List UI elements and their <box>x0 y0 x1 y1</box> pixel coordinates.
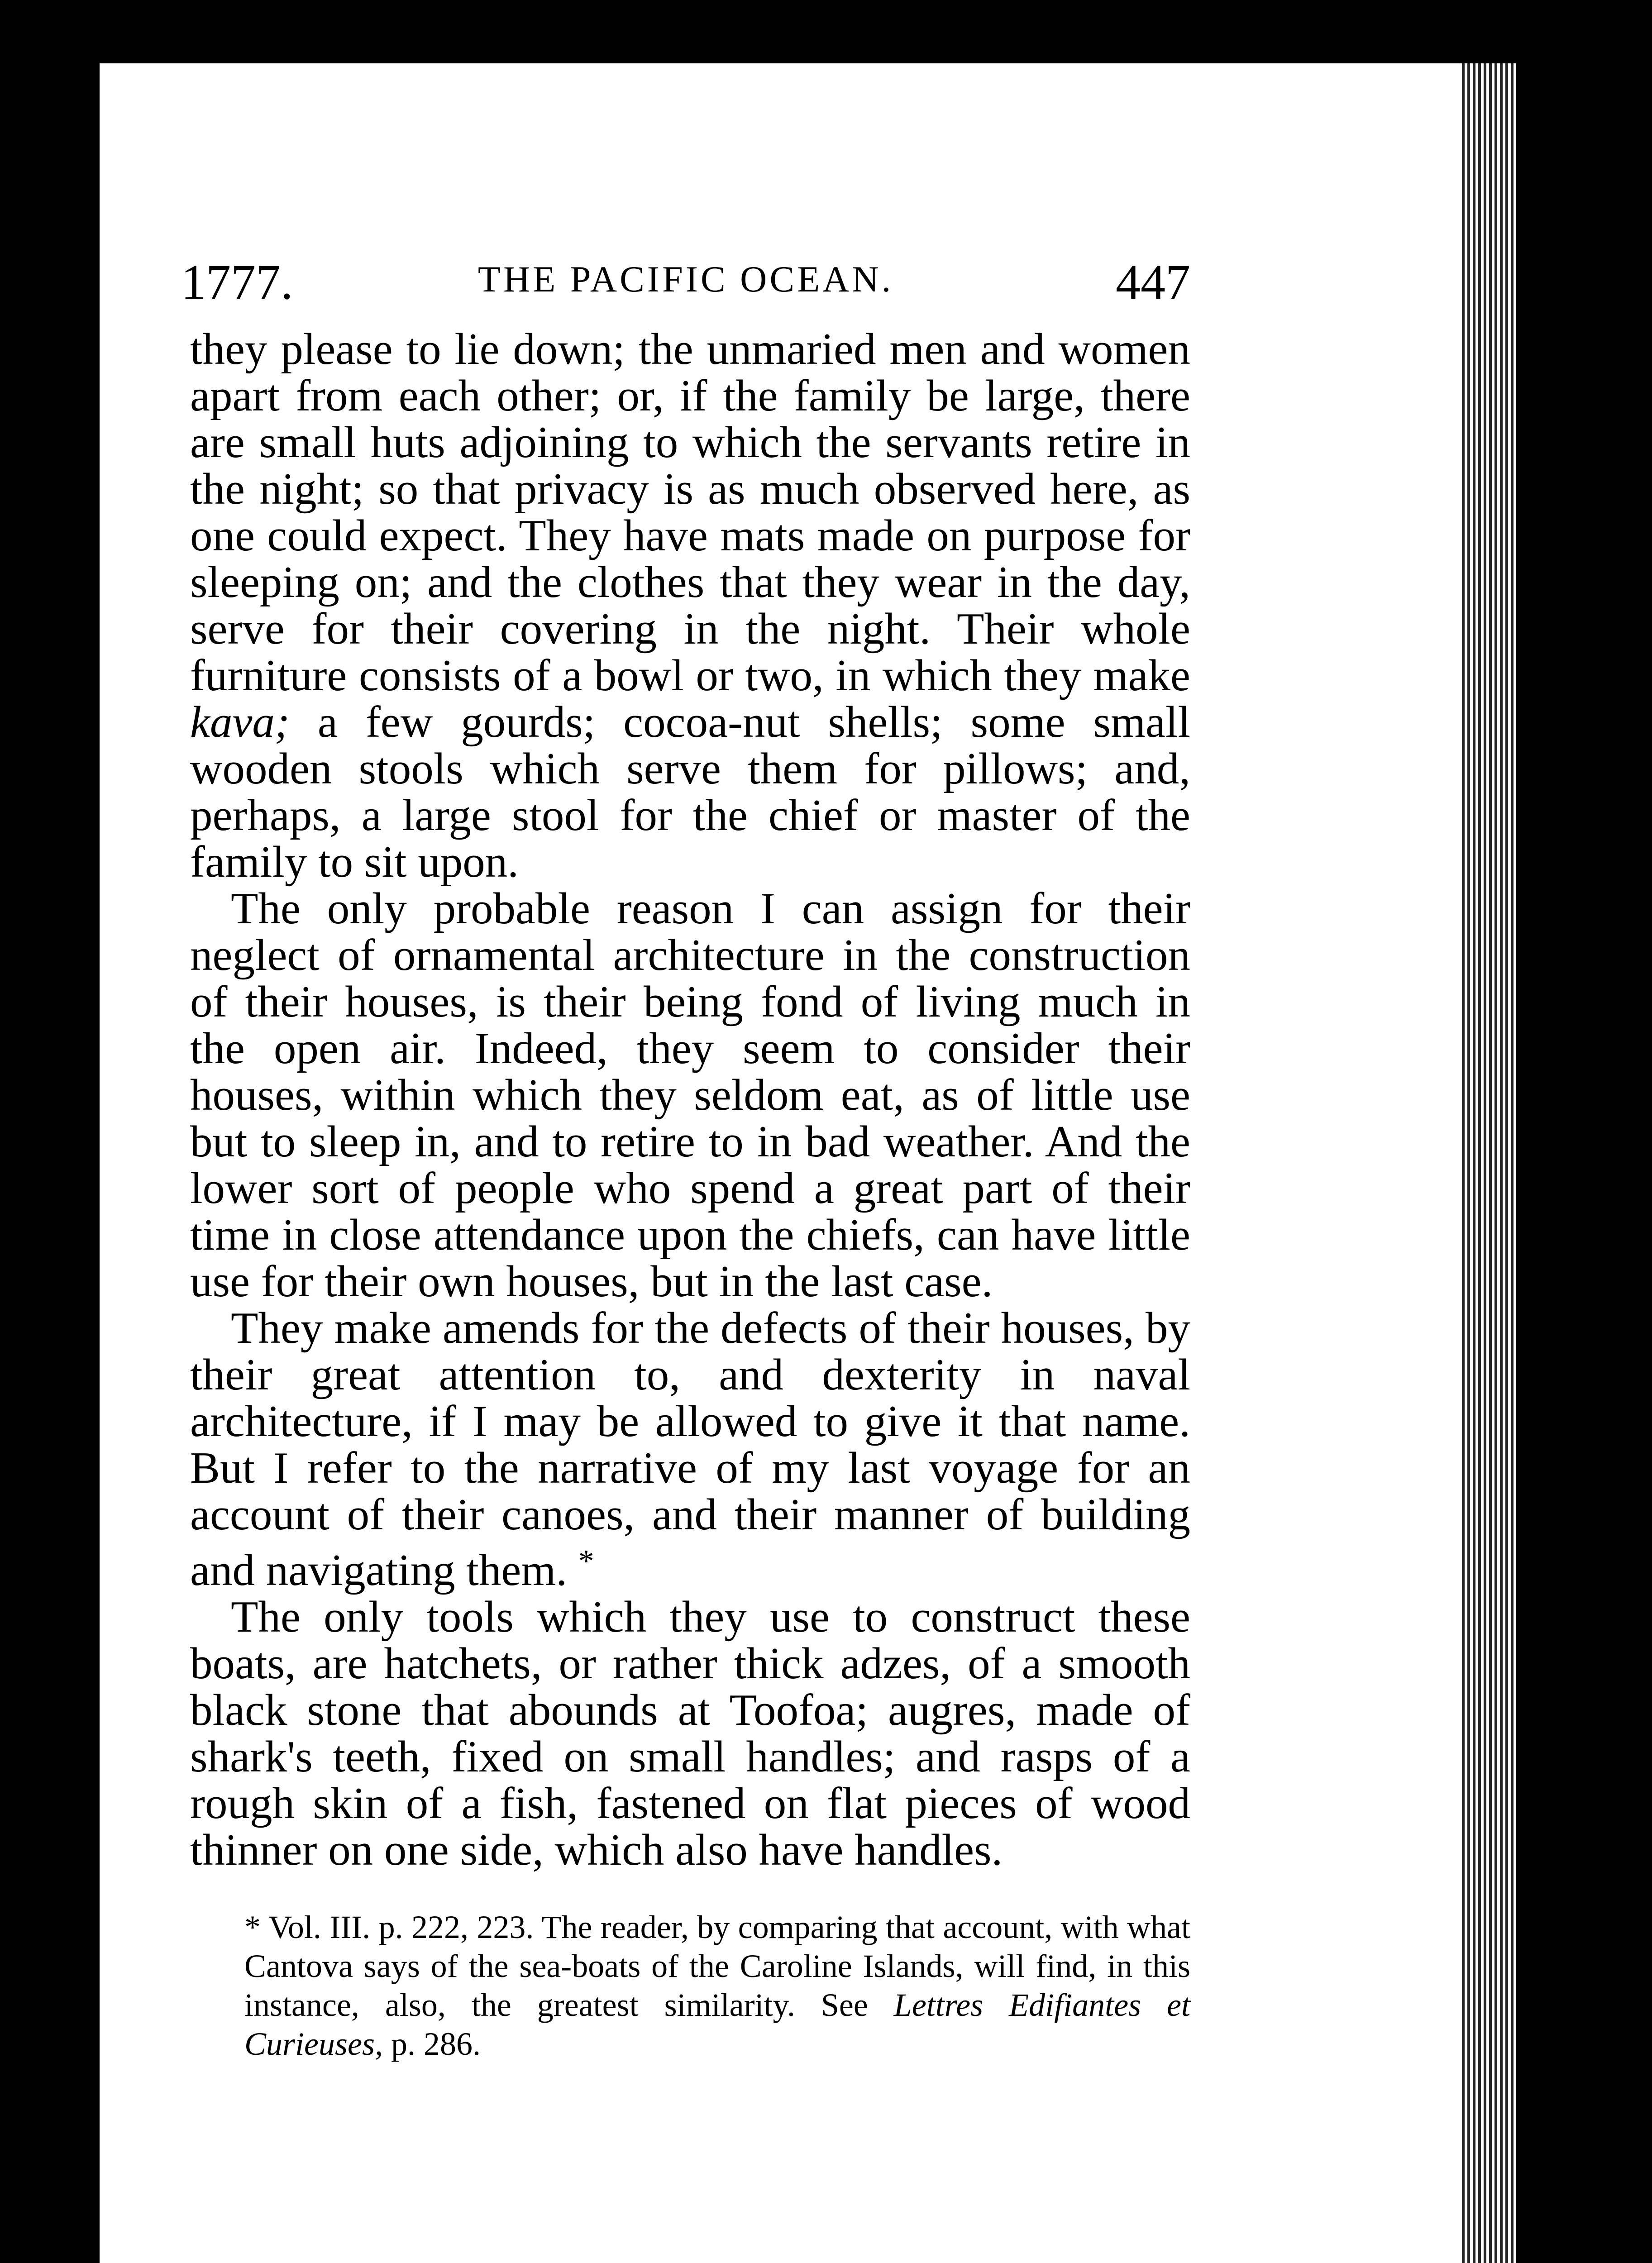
paragraph-1 <box>190 326 1190 885</box>
footnote-end: p. 286. <box>391 2026 481 2062</box>
footnote-italic: Lettres Edifiantes et Curieuses, <box>244 1987 1190 2062</box>
paragraph-3-text: They make amends for the defects of their houses, by their great attention to, and dexterity in naval architecture, if I may be allowed to give it that name. But I refer to the narrative of my last voyage for an account of their canoes, and their manner of building and navigating them. <box>190 1303 1190 1595</box>
page-number: 447 <box>1116 254 1190 310</box>
paragraph-1-end: a few gourds; cocoa-nut shells; some small wooden stools which serve them for pillows; and, perhaps, a large stool for the chief or master of the family to sit upon. <box>190 697 1191 887</box>
footnote-marker: * <box>578 1544 594 1579</box>
body-text <box>190 326 1190 1873</box>
paragraph-3 <box>190 1305 1190 1594</box>
paragraph-1-text: they please to lie down; the unmaried men and women apart from each other; or, if the family be large, there are small huts adjoining to which the servants retire in the night; so that privacy is as much observed here, as one could expect. They have mats made on purpose for sleeping on; and the clothes that they wear in the day, serve for their covering in the night. Their whole furniture consists of a bowl or two, in which they make <box>190 325 1190 700</box>
footnote <box>213 1908 1190 2063</box>
header-title: THE PACIFIC OCEAN. <box>477 258 894 300</box>
paragraph-1-italic: kava; <box>190 697 290 747</box>
header-year: 1777. <box>181 254 293 310</box>
footnote-content <box>213 1908 1190 2063</box>
page-edge <box>1462 63 1516 2263</box>
footnote-text: * Vol. III. p. 222, 223. The reader, by comparing that account, with what Cantova says of the sea-boats of the Caroline Islands, will find, in this instance, also, the greatest similarity. See <box>244 1909 1190 2023</box>
paragraph-4: The only tools which they use to construct these boats, are hatchets, or rather thick adzes, of a smooth black stone that abounds at Toofoa; augres, made of shark's teeth, fixed on small handles; and rasps of a rough skin of a fish, fastened on flat pieces of wood thinner on one side, which also have handles. <box>190 1592 1190 1875</box>
running-header <box>181 253 1190 312</box>
paragraph-2: The only probable reason I can assign for their neglect of ornamental architecture in the construction of their houses, is their being fond of living much in the open air. Indeed, they seem to consider their houses, within which they seldom eat, as of little use but to sleep in, and to retire to in bad weather. And the lower sort of people who spend a great part of their time in close attendance upon the chiefs, can have little use for their own houses, but in the last case. <box>190 884 1190 1306</box>
